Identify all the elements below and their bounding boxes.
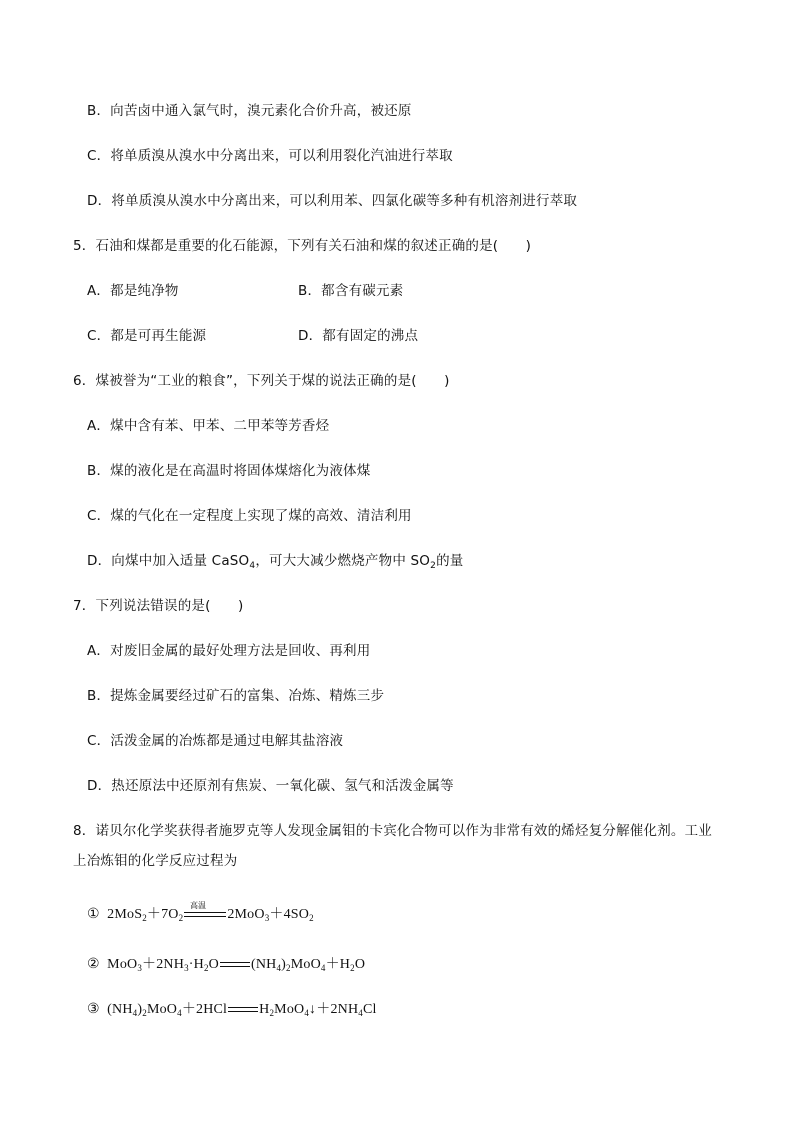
q7-option-d: D．热还原法中还原剂有焦炭、一氧化碳、氢气和活泼金属等 xyxy=(87,778,454,794)
reaction-2-number: ② xyxy=(87,957,100,972)
q6-option-d: D．向煤中加入适量 CaSO$_4$，可大大减少燃烧产物中 $SO_2$的量 xyxy=(87,553,464,571)
q5-stem: 5．石油和煤都是重要的化石能源，下列有关石油和煤的叙述正确的是( ) xyxy=(73,238,532,254)
reaction-3: ③ $(NH_4)_2MoO_4+2HCl$ $H_2MoO_4↓+2NH_4Cl$ xyxy=(87,1002,377,1018)
q7-stem: 7．下列说法错误的是( ) xyxy=(73,598,244,614)
reaction-1-number: ① xyxy=(87,907,100,922)
reaction-2-equals xyxy=(220,962,250,968)
reaction-1-condition: 高温 xyxy=(190,901,206,910)
q6-stem: 6．煤被誉为“工业的粮食”，下列关于煤的说法正确的是( ) xyxy=(73,373,450,389)
reaction-2: ② $MoO_3+2NH_3\cdot H_2O$ $(NH_4)_2MoO_4+H_2O$ xyxy=(87,957,366,973)
q6-option-c: C．煤的气化在一定程度上实现了煤的高效、清洁利用 xyxy=(87,508,412,524)
reaction-3-number: ③ xyxy=(87,1002,100,1017)
q8-stem-line2: 上冶炼钼的化学反应过程为 xyxy=(73,853,238,869)
q5-option-a: A．都是纯净物 xyxy=(87,283,179,299)
q4-option-b: B．向苦卤中通入氯气时，溴元素化合价升高，被还原 xyxy=(87,103,412,119)
q5-option-b: B．都含有碳元素 xyxy=(298,283,404,299)
reaction-1: ① $2MoS_2+7O_2$ $2MoO_3+4SO_2$ xyxy=(87,907,314,923)
q4-option-c: C．将单质溴从溴水中分离出来，可以利用裂化汽油进行萃取 xyxy=(87,148,453,164)
q5-option-c: C．都是可再生能源 xyxy=(87,328,207,344)
q6-option-a: A．煤中含有苯、甲苯、二甲苯等芳香烃 xyxy=(87,418,330,434)
q7-option-c: C．活泼金属的冶炼都是通过电解其盐溶液 xyxy=(87,733,344,749)
q4-option-d: D．将单质溴从溴水中分离出来，可以利用苯、四氯化碳等多种有机溶剂进行萃取 xyxy=(87,193,578,209)
reaction-1-arrow xyxy=(184,912,226,918)
q8-stem-line1: 8．诺贝尔化学奖获得者施罗克等人发现金属钼的卡宾化合物可以作为非常有效的烯烃复分解催化剂。工业 xyxy=(73,823,712,839)
q5-option-d: D．都有固定的沸点 xyxy=(298,328,419,344)
q6-option-b: B．煤的液化是在高温时将固体煤熔化为液体煤 xyxy=(87,463,371,479)
q7-option-b: B．提炼金属要经过矿石的富集、冶炼、精炼三步 xyxy=(87,688,385,704)
reaction-3-equals xyxy=(228,1007,258,1013)
q7-option-a: A．对废旧金属的最好处理方法是回收、再利用 xyxy=(87,643,371,659)
